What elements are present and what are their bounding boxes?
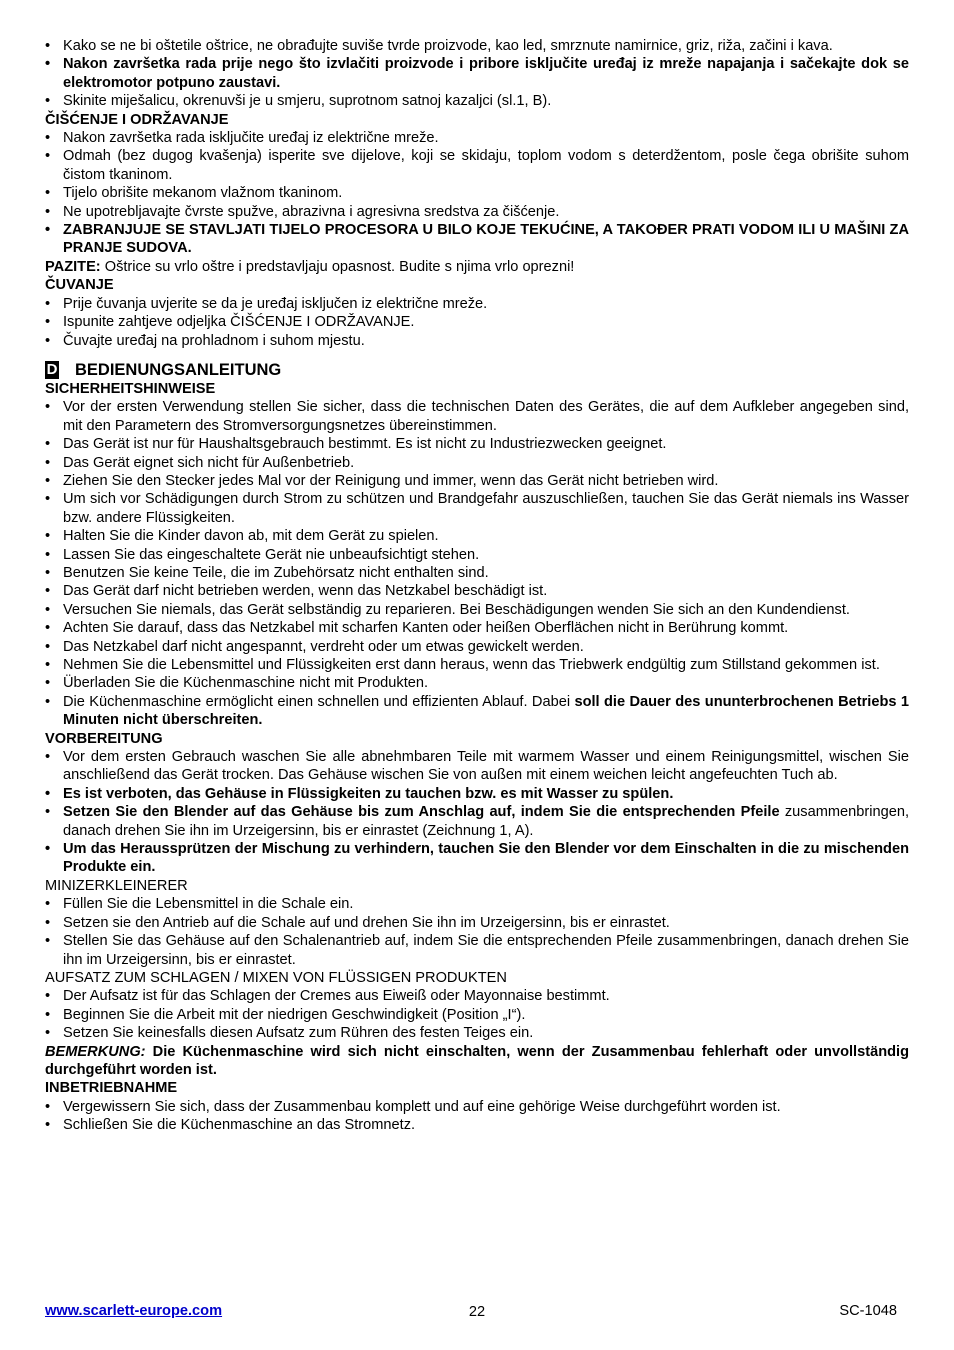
website-link[interactable]: www.scarlett-europe.com — [45, 1303, 223, 1319]
list-item: • Ispunite zahtjeve odjeljka ČIŠĆENJE I ODRŽAVANJE. — [45, 313, 909, 331]
list-item: • Um sich vor Schädigungen durch Strom zu schützen und Brandgefahr auszuschließen, tauchen Sie das Gerät niemals ins Wasser bzw. andere Flüssigkeiten. — [45, 490, 909, 527]
list-item-bold-text: soll die Dauer des ununterbrochenen Betriebs 1 Minuten nicht überschreiten. — [63, 693, 909, 729]
list-item — [45, 803, 909, 840]
list-item: • Setzen Sie keinesfalls diesen Aufsatz zum Rühren des festen Teiges ein. — [45, 1024, 909, 1042]
list-item: • Prije čuvanja uvjerite se da je uređaj isključen iz električne mreže. — [45, 295, 909, 313]
list-item: • Vergewissern Sie sich, dass der Zusammenbau komplett und auf eine gehörige Weise durchgeführt worden ist. — [45, 1098, 909, 1116]
list-item: • Ziehen Sie den Stecker jedes Mal vor der Reinigung und immer, wenn das Gerät nicht betrieben wird. — [45, 472, 909, 490]
list-item: • Čuvajte uređaj na prohladnom i suhom mjestu. — [45, 332, 909, 350]
list-item: • Der Aufsatz ist für das Schlagen der Cremes aus Eiweiß oder Mayonnaise bestimmt. — [45, 987, 909, 1005]
list-item: • Vor dem ersten Gebrauch waschen Sie alle abnehmbaren Teile mit warmem Wasser und einem Reinigungsmittel, wischen Sie anschließend das Gerät trocken. Das Gehäuse wischen Sie von außen mit einem weichen leicht angefeuchten Tuch ab. — [45, 748, 909, 785]
page-footer — [45, 1302, 909, 1322]
de-start-heading: INBETRIEBNAHME — [45, 1080, 178, 1097]
de-whisk-list — [45, 987, 909, 1042]
de-start-list — [45, 1098, 909, 1135]
hr-storage-heading: ČUVANJE — [45, 277, 114, 294]
list-item-text: Die Küchenmaschine ermöglicht einen schnellen und effizienten Ablauf. Dabei — [63, 693, 575, 710]
hr-warning-label: PAZITE: — [45, 258, 101, 275]
list-item: • Füllen Sie die Lebensmittel in die Schale ein. — [45, 895, 909, 913]
hr-warning-note — [45, 258, 909, 276]
list-item: • Nehmen Sie die Lebensmittel und Flüssigkeiten erst dann heraus, wenn das Triebwerk endgültig zum Stillstand gekommen ist. — [45, 656, 909, 674]
list-item: • Versuchen Sie niemals, das Gerät selbständig zu reparieren. Bei Beschädigungen wenden Sie sich an den Kundendienst. — [45, 601, 909, 619]
list-item: • Odmah (bez dugog kvašenja) isperite sve dijelove, koji se skidaju, toplom vodom s deterdžentom, posle čega obrišite suhom čistom tkaninom. — [45, 147, 909, 184]
list-item: • Tijelo obrišite mekanom vlažnom tkaninom. — [45, 184, 909, 202]
list-item: • Achten Sie darauf, dass das Netzkabel mit scharfen Kanten oder heißen Oberflächen nicht in Berührung kommt. — [45, 619, 909, 637]
list-item: • Halten Sie die Kinder davon ab, mit dem Gerät zu spielen. — [45, 527, 909, 545]
list-item: • Kako se ne bi oštetile oštrice, ne obrađujte suviše tvrde proizvode, kao led, smrznute namirnice, griz, riža, začini i kava. — [45, 37, 909, 55]
model-number: SC-1048 — [839, 1303, 897, 1319]
de-whisk-heading: AUFSATZ ZUM SCHLAGEN / MIXEN VON FLÜSSIGEN PRODUKTEN — [45, 969, 507, 986]
list-item: • Beginnen Sie die Arbeit mit der niedrigen Geschwindigkeit (Position „I“). — [45, 1006, 909, 1024]
list-item: • Lassen Sie das eingeschaltete Gerät nie unbeaufsichtigt stehen. — [45, 546, 909, 564]
de-safety-list — [45, 398, 909, 729]
hr-warning-text: Oštrice su vrlo oštre i predstavljaju opasnost. Budite s njima vrlo oprezni! — [100, 258, 575, 275]
list-item: • Nakon završetka rada prije nego što izvlačiti proizvode i pribore isključite uređaj iz mreže napajanja i sačekajte dok se elektromotor potpuno zaustavi. — [45, 55, 909, 92]
list-item: • Nakon završetka rada isključite uređaj iz električne mreže. — [45, 129, 909, 147]
list-item: • Das Gerät ist nur für Haushaltsgebrauch bestimmt. Es ist nicht zu Industriezwecken geeignet. — [45, 435, 909, 453]
hr-usage-list — [45, 37, 909, 111]
list-item: • Das Netzkabel darf nicht angespannt, verdreht oder um etwas gewickelt werden. — [45, 638, 909, 656]
de-remark-text: Die Küchenmaschine wird sich nicht einschalten, wenn der Zusammenbau fehlerhaft oder unvollständig durchgeführt worden ist. — [45, 1043, 909, 1078]
list-item-text: zusammenbringen, danach drehen Sie ihn im Urzeigersinn, bis er einrastet (Zeichnung 1, A). — [63, 804, 910, 839]
de-mini-heading: MINIZERKLEINERER — [45, 877, 188, 894]
list-item: • Skinite miješalicu, okrenuvši je u smjeru, suprotnom satnoj kazaljci (sl.1, B). — [45, 92, 909, 110]
list-item: • Schließen Sie die Küchenmaschine an das Stromnetz. — [45, 1116, 909, 1134]
list-item: • Es ist verboten, das Gehäuse in Flüssigkeiten zu tauchen bzw. es mit Wasser zu spülen. — [45, 785, 909, 803]
de-section-title — [45, 360, 909, 380]
page-number: 22 — [468, 1304, 486, 1320]
list-item: • ZABRANJUJE SE STAVLJATI TIJELO PROCESORA U BILO KOJE TEKUĆINE, A TAKOĐER PRATI VODOM ILI U MAŠINI ZA PRANJE SUDOVA. — [45, 221, 909, 258]
de-remark — [45, 1043, 909, 1080]
hr-cleaning-heading: ČIŠĆENJE I ODRŽAVANJE — [45, 111, 229, 128]
list-item: • Vor der ersten Verwendung stellen Sie sicher, dass die technischen Daten des Gerätes, die auf dem Aufkleber angegeben sind, mit den Parametern des Stromversorgungsnetzes übereinstimmen. — [45, 398, 909, 435]
list-item-bold-text: Setzen Sie den Blender auf das Gehäuse bis zum Anschlag auf, indem Sie die entsprechenden Pfeile — [63, 804, 780, 821]
language-badge: D — [46, 360, 58, 378]
de-manual-title: BEDIENUNGSANLEITUNG — [75, 360, 282, 379]
de-remark-label: BEMERKUNG: — [45, 1043, 146, 1060]
de-prep-list — [45, 748, 909, 877]
hr-cleaning-list — [45, 129, 909, 258]
hr-storage-list — [45, 295, 909, 350]
page-content — [45, 37, 909, 1135]
de-mini-list — [45, 895, 909, 969]
list-item: • Um das Heraussprützen der Mischung zu verhindern, tauchen Sie den Blender vor dem Einschalten in die zu mischenden Produkte ein. — [45, 840, 909, 877]
list-item: • Benutzen Sie keine Teile, die im Zubehörsatz nicht enthalten sind. — [45, 564, 909, 582]
list-item — [45, 693, 909, 730]
list-item: • Das Gerät darf nicht betrieben werden, wenn das Netzkabel beschädigt ist. — [45, 582, 909, 600]
de-prep-heading: VORBEREITUNG — [45, 730, 163, 747]
list-item: • Das Gerät eignet sich nicht für Außenbetrieb. — [45, 454, 909, 472]
de-safety-heading: SICHERHEITSHINWEISE — [45, 380, 216, 397]
list-item: • Stellen Sie das Gehäuse auf den Schalenantrieb auf, indem Sie die entsprechenden Pfeile zusammenbringen, danach drehen Sie ihn im Urzeigersinn, bis er einrastet. — [45, 932, 909, 969]
list-item: • Ne upotrebljavajte čvrste spužve, abrazivna i agresivna sredstva za čišćenje. — [45, 203, 909, 221]
list-item: • Setzen sie den Antrieb auf die Schale auf und drehen Sie ihn im Urzeigersinn, bis er einrastet. — [45, 914, 909, 932]
list-item: • Überladen Sie die Küchenmaschine nicht mit Produkten. — [45, 674, 909, 692]
